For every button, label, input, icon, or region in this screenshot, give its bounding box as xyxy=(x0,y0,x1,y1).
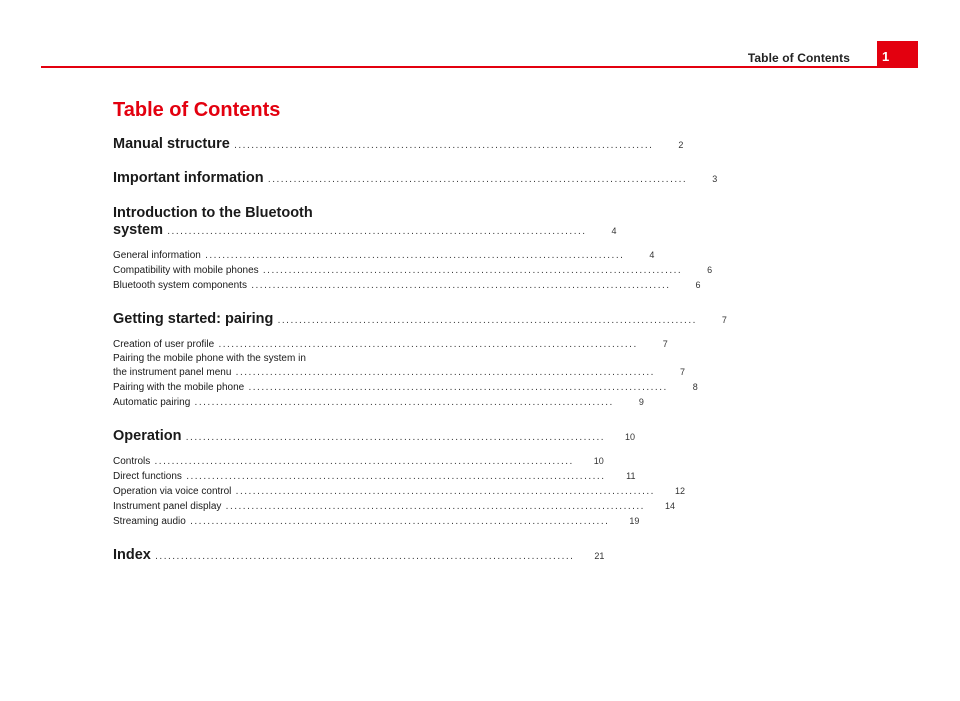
toc-page-number: 6 xyxy=(707,265,713,275)
toc-entry-title: Controls xyxy=(113,456,151,467)
running-header-title: Table of Contents xyxy=(747,51,850,65)
header-rule xyxy=(41,66,918,68)
toc-entry[interactable] xyxy=(113,454,604,469)
toc-entry-title: Operation xyxy=(113,428,182,444)
dot-leader: .................................................................................................. xyxy=(200,250,625,261)
toc-entry[interactable] xyxy=(113,469,636,484)
toc-page-number: 4 xyxy=(611,226,617,236)
toc-page-number: 7 xyxy=(662,339,668,349)
toc-chapter[interactable] xyxy=(113,547,605,563)
toc-chapter[interactable] xyxy=(113,428,636,444)
toc-entry[interactable] xyxy=(113,337,668,352)
dot-leader: .................................................................................................. xyxy=(181,471,606,482)
toc-chapter[interactable] xyxy=(113,170,718,186)
toc-entry-title: Important information xyxy=(113,170,264,186)
dot-leader: .................................................................................................. xyxy=(244,382,668,393)
toc-entry-title: General information xyxy=(113,250,201,261)
dot-leader: .................................................................................................. xyxy=(214,339,638,350)
toc-entry-title: Instrument panel display xyxy=(113,501,222,512)
dot-leader: .................................................................................................. xyxy=(231,486,655,497)
toc-chapter[interactable] xyxy=(113,311,727,327)
toc-page-number: 10 xyxy=(625,432,636,442)
toc-chapter[interactable] xyxy=(113,136,684,152)
toc-page-number: 11 xyxy=(626,471,636,481)
dot-leader: .................................................................................................. xyxy=(190,397,614,408)
dot-leader: .................................................................................................. xyxy=(150,551,575,562)
toc-entry-title: Operation via voice control xyxy=(113,486,232,497)
toc-entry[interactable] xyxy=(113,514,640,529)
toc-entry[interactable] xyxy=(113,248,655,263)
toc-page-number: 9 xyxy=(638,397,644,407)
dot-leader: .................................................................................................. xyxy=(246,280,671,291)
dot-leader: .................................................................................................. xyxy=(258,265,683,276)
toc-entry[interactable] xyxy=(113,380,698,395)
toc-entry-title: Index xyxy=(113,547,151,563)
toc-page-number: 12 xyxy=(674,486,685,496)
toc-page-number: 21 xyxy=(594,551,605,561)
toc-entry-title: Compatibility with mobile phones xyxy=(113,265,259,276)
toc-entry-title: Pairing with the mobile phone xyxy=(113,382,245,393)
dot-leader: .................................................................................................. xyxy=(181,432,606,443)
toc-entry[interactable] xyxy=(113,484,685,499)
toc-entry[interactable] xyxy=(113,499,675,514)
dot-leader: .................................................................................................. xyxy=(231,367,655,378)
toc-chapter[interactable] xyxy=(113,204,617,238)
toc-entry-title: Manual structure xyxy=(113,136,230,152)
toc-entry[interactable] xyxy=(113,395,644,410)
toc-page-number: 10 xyxy=(593,456,604,466)
toc-page-number: 7 xyxy=(721,315,727,325)
table-of-contents xyxy=(113,136,727,563)
toc-page-number: 7 xyxy=(679,367,685,377)
toc-entry-title-line1: Pairing the mobile phone with the system in xyxy=(113,353,306,364)
toc-entry-title-line1: Introduction to the Bluetooth xyxy=(113,205,313,221)
toc-page-number: 8 xyxy=(692,382,698,392)
toc-page-number: 4 xyxy=(649,250,655,260)
toc-entry-title: the instrument panel menu xyxy=(113,367,232,378)
toc-entry-title: Direct functions xyxy=(113,471,182,482)
toc-entry-title: Getting started: pairing xyxy=(113,311,274,327)
toc-entry-title: system xyxy=(113,222,163,238)
dot-leader: .................................................................................................. xyxy=(185,516,610,527)
dot-leader: .................................................................................................. xyxy=(263,174,688,185)
toc-entry[interactable] xyxy=(113,278,701,293)
toc-entry[interactable] xyxy=(113,352,685,380)
dot-leader: .................................................................................................. xyxy=(229,140,654,151)
toc-entry[interactable] xyxy=(113,263,713,278)
dot-leader: .................................................................................................. xyxy=(221,501,645,512)
dot-leader: .................................................................................................. xyxy=(162,226,587,237)
toc-page-number: 14 xyxy=(664,501,675,511)
toc-heading: Table of Contents xyxy=(113,99,281,121)
dot-leader: .................................................................................................. xyxy=(150,456,574,467)
toc-entry-title: Streaming audio xyxy=(113,516,186,527)
toc-entry-title: Bluetooth system components xyxy=(113,280,247,291)
dot-leader: .................................................................................................. xyxy=(273,315,697,326)
toc-page-number: 6 xyxy=(695,280,701,290)
page-number-badge: 1 xyxy=(877,41,918,68)
toc-page-number: 19 xyxy=(629,516,640,526)
toc-entry-title: Automatic pairing xyxy=(113,397,191,408)
toc-page-number: 2 xyxy=(678,140,684,150)
toc-entry-title: Creation of user profile xyxy=(113,339,215,350)
toc-page-number: 3 xyxy=(712,174,718,184)
